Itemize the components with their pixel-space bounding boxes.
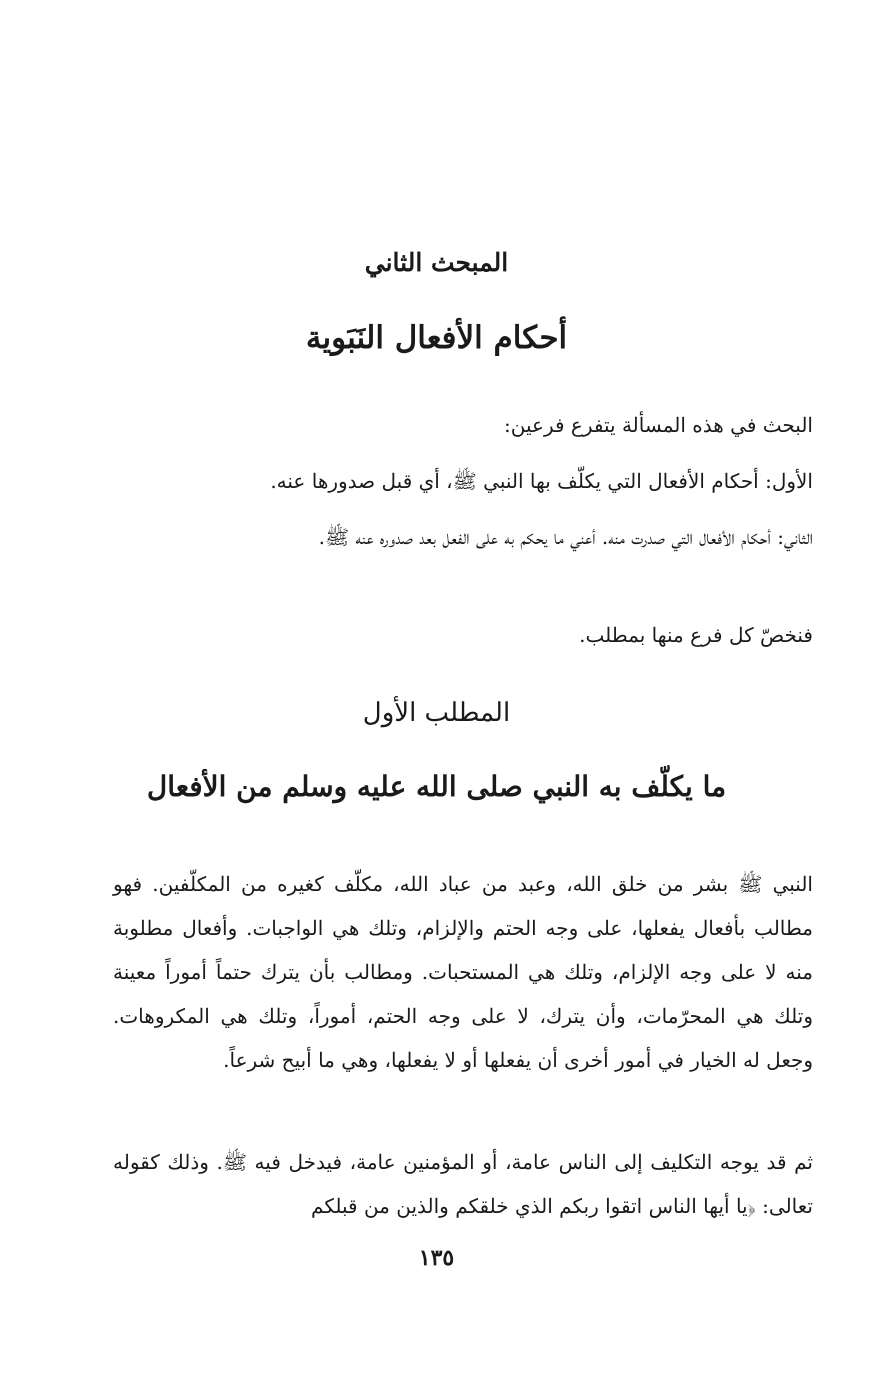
subsection-title: ما يكلّف به النبي صلى الله عليه وسلم من الأفعال bbox=[146, 770, 727, 803]
body-paragraph-1: النبي ﷺ بشر من خلق الله، وعبد من عباد الله، مكلّف كغيره من المكلّفين. فهو مطالب بأفعال يفعلها، على وجه الحتم والإلزام، وتلك هي الواجبات. وأفعال مطلوبة منه لا على وجه الإلزام، وتلك هي المستحبات. ومطالب بأن يترك حتماً أموراً معينة وتلك هي المحرّمات، وأن يترك، لا على وجه الحتم، أموراً، وتلك هي المكروهات. وجعل له الخيار في أمور أخرى أن يفعلها أو لا يفعلها، وهي ما أبيح شرعاً. bbox=[113, 872, 813, 1072]
section-title: أحكام الأفعال النَبَوية bbox=[305, 320, 568, 356]
intro-lead: البحث في هذه المسألة يتفرع فرعين: bbox=[504, 413, 813, 437]
section-label: المبحث الثاني bbox=[364, 248, 509, 277]
page-number: ١٣٥ bbox=[418, 1245, 455, 1271]
body-paragraph-2: ثم قد يوجه التكليف إلى الناس عامة، أو المؤمنين عامة، فيدخل فيه ﷺ. وذلك كقوله تعالى: ﴿يا أيها الناس اتقوا ربكم الذي خلقكم والذين من قبلكم bbox=[113, 1150, 813, 1218]
intro-first-branch: الأول: أحكام الأفعال التي يكلّف بها النبي ﷺ، أي قبل صدورها عنه. bbox=[270, 469, 813, 493]
intro-second-branch: الثاني: أحكام الأفعال التي صدرت منه. أعني ما يحكم به على الفعل بعد صدوره عنه ﷺ. bbox=[318, 525, 813, 549]
subsection-label: المطلب الأول bbox=[362, 698, 511, 728]
intro-summary: فنخصّ كل فرع منها بمطلب. bbox=[579, 623, 813, 647]
